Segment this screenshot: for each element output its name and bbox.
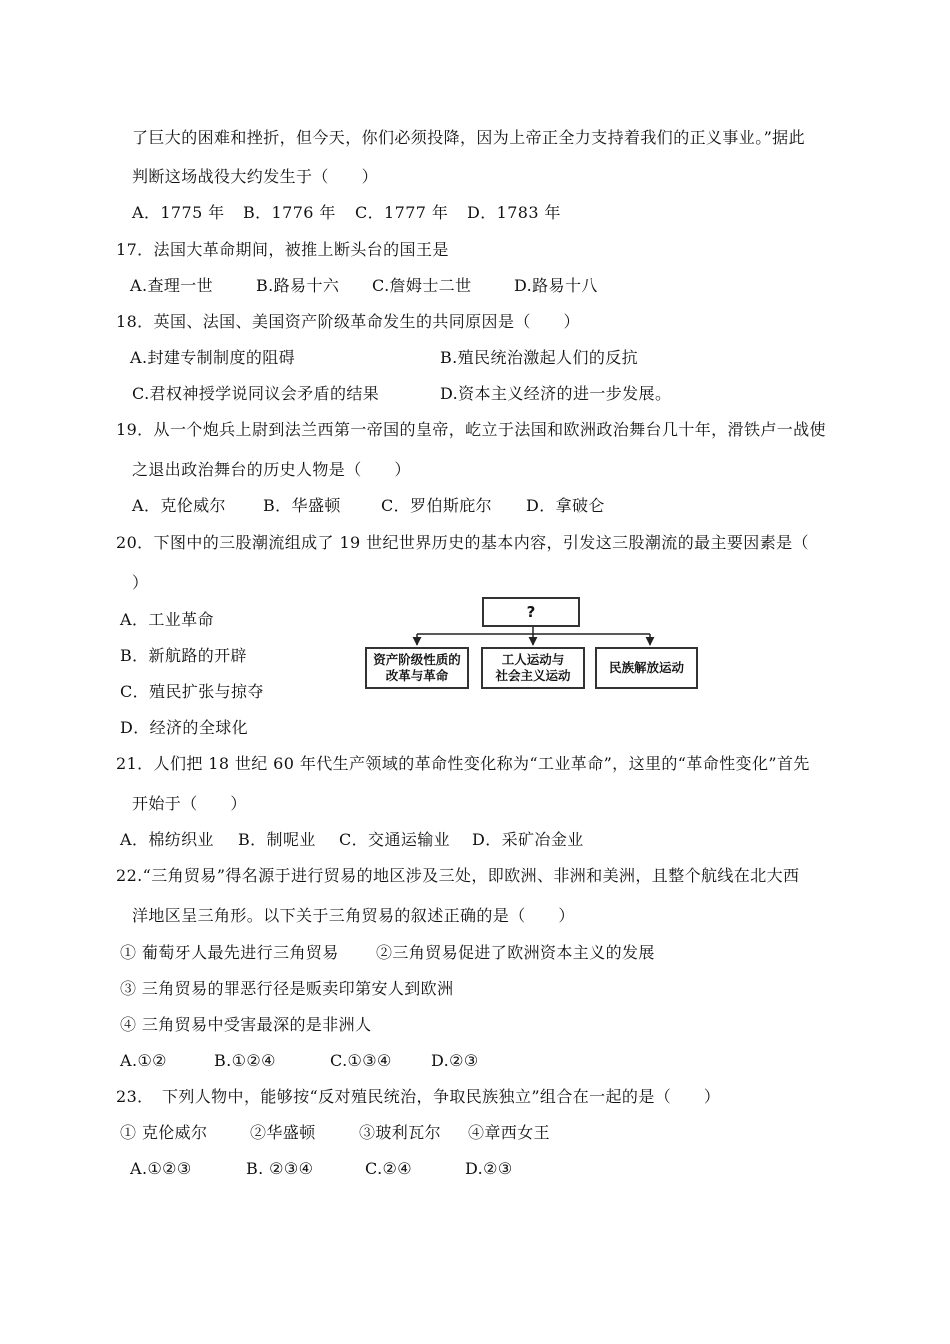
q19-stem-line1: 19．从一个炮兵上尉到法兰西第一帝国的皇帝，屹立于法国和欧洲政治舞台几十年，滑铁卢一战使 [116,420,826,439]
q20-flow-diagram [360,594,700,694]
q23-option-b: B. ②③④ [246,1159,314,1178]
q17-option-c: C.詹姆士二世 [372,276,472,295]
q17-option-d: D.路易十八 [514,276,598,295]
q16-stem-line2: 判断这场战役大约发生于（ ） [132,167,379,186]
q19-option-b: B．华盛顿 [263,496,341,515]
q20-stem-line2: ） [132,573,149,592]
q22-statement-2: ②三角贸易促进了欧洲资本主义的发展 [376,943,655,962]
diagram-box-workers-movement [481,647,585,689]
q19-option-c: C．罗伯斯庇尔 [381,496,493,515]
q17-option-b: B.路易十六 [256,276,340,295]
q16-option-d: D．1783 年 [467,203,561,222]
q16-option-a: A．1775 年 [132,203,225,222]
q21-option-c: C．交通运输业 [339,830,451,849]
diagram-top-box: ? [482,597,580,627]
q18-option-b: B.殖民统治激起人们的反抗 [440,348,639,367]
q17-stem: 17．法国大革命期间，被推上断头台的国王是 [116,240,449,259]
q16-option-b: B．1776 年 [243,203,336,222]
q23-person-1: ① 克伦威尔 [120,1123,208,1142]
q20-stem-line1: 20．下图中的三股潮流组成了 19 世纪世界历史的基本内容，引发这三股潮流的最主要因素是（ [116,533,809,552]
q19-option-a: A．克伦威尔 [132,496,226,515]
diagram-box-bourgeois-revolution [365,647,469,689]
q21-option-d: D．采矿冶金业 [472,830,584,849]
q20-option-c: C．殖民扩张与掠夺 [120,682,264,701]
q21-stem-line1: 21．人们把 18 世纪 60 年代生产领域的革命性变化称为“工业革命”，这里的“革命性变化”首先 [116,754,810,773]
q20-option-a: A．工业革命 [120,610,214,629]
q22-stem-line1: 22.“三角贸易”得名源于进行贸易的地区涉及三处，即欧洲、非洲和美洲，且整个航线在北大西 [116,866,800,885]
q23-person-3: ③玻利瓦尔 [359,1123,442,1142]
q22-statement-3: ③ 三角贸易的罪恶行径是贩卖印第安人到欧洲 [120,979,454,998]
q23-option-a: A.①②③ [130,1159,192,1178]
q17-option-a: A.查理一世 [130,276,214,295]
q18-option-d: D.资本主义经济的进一步发展。 [440,384,672,403]
q23-person-2: ②华盛顿 [250,1123,316,1142]
q22-statement-1: ① 葡萄牙人最先进行三角贸易 [120,943,339,962]
q22-option-d: D.②③ [431,1051,479,1070]
q18-option-a: A.封建专制制度的阻碍 [130,348,296,367]
diagram-box-national-liberation [595,647,698,689]
q20-option-d: D．经济的全球化 [120,718,249,737]
q21-stem-line2: 开始于（ ） [132,794,247,813]
q22-option-c: C.①③④ [330,1051,392,1070]
diagram-box-label: 资产阶级性质的 改革与革命 [373,652,461,683]
q23-option-d: D.②③ [465,1159,513,1178]
q16-option-c: C．1777 年 [355,203,449,222]
q19-option-d: D．拿破仑 [526,496,605,515]
diagram-box-label: 工人运动与 社会主义运动 [495,652,571,683]
q20-option-b: B．新航路的开辟 [120,646,247,665]
q18-stem: 18．英国、法国、美国资产阶级革命发生的共同原因是（ ） [116,312,580,331]
q22-option-b: B.①②④ [214,1051,276,1070]
q21-option-a: A．棉纺织业 [120,830,214,849]
q23-stem: 23． 下列人物中，能够按“反对殖民统治，争取民族独立”组合在一起的是（ ） [116,1087,721,1106]
q19-stem-line2: 之退出政治舞台的历史人物是（ ） [132,460,411,479]
q21-option-b: B．制呢业 [238,830,316,849]
q18-option-c: C.君权神授学说同议会矛盾的结果 [132,384,380,403]
q22-stem-line2: 洋地区呈三角形。以下关于三角贸易的叙述正确的是（ ） [132,906,575,925]
q23-option-c: C.②④ [365,1159,413,1178]
q22-statement-4: ④ 三角贸易中受害最深的是非洲人 [120,1015,372,1034]
q16-stem-line1: 了巨大的困难和挫折，但今天，你们必须投降，因为上帝正全力支持着我们的正义事业。”据此 [132,128,805,147]
q22-option-a: A.①② [120,1051,167,1070]
diagram-box-label: 民族解放运动 [608,660,684,675]
q23-person-4: ④章西女王 [468,1123,551,1142]
